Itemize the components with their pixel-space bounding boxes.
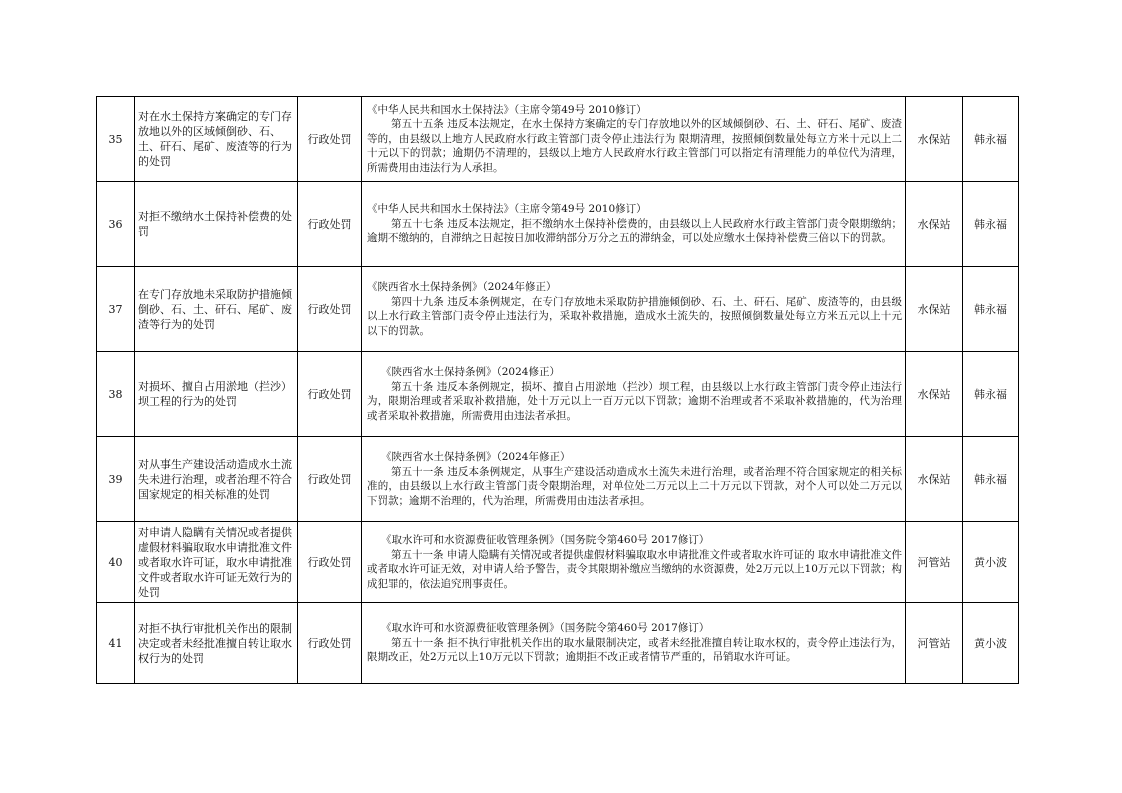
legal-basis [362, 97, 906, 182]
responsible-person: 韩永福 [963, 352, 1019, 437]
table-row [97, 97, 1019, 182]
responsible-person: 黄小波 [963, 522, 1019, 603]
law-title: 《取水许可和水资源费征收管理条例》（国务院令第460号 2017修订） [381, 534, 710, 546]
table-row [97, 182, 1019, 267]
penalty-type: 行政处罚 [298, 182, 362, 267]
penalty-item-name: 对在水土保持方案确定的专门存放地以外的区域倾倒砂、石、土、矸石、尾矿、废渣等的行为的处罚 [135, 97, 298, 182]
penalty-type: 行政处罚 [298, 97, 362, 182]
table-row [97, 352, 1019, 437]
penalty-type: 行政处罚 [298, 267, 362, 352]
law-clause: 第五十五条 违反本法规定，在水土保持方案确定的专门存放地以外的区域倾倒砂、石、土、矸石、尾矿、废渣等的，由县级以上地方人民政府水行政主管部门责令停止违法行为 限期清理，按照倾倒数量处每立方米十元以上二十元以下的罚款；逾期仍不清理的，县级以上地方人民政府水行政主管部门可以指定有清理能力的单位代为清理，所需费用由违法行为人承担。 [367, 118, 902, 174]
law-clause: 第五十一条 申请人隐瞒有关情况或者提供虚假材料骗取取水申请批准文件或者取水许可证的 取水申请批准文件或者取水许可证无效，对申请人给予警告，责令其限期补缴应当缴纳的水资源费，处2万元以上10万元以下罚款；构成犯罪的，依法追究刑事责任。 [367, 548, 902, 590]
table-row [97, 603, 1019, 684]
row-number: 39 [97, 437, 135, 522]
legal-basis [362, 603, 906, 684]
responsible-person: 韩永福 [963, 97, 1019, 182]
row-number: 41 [97, 603, 135, 684]
responsible-person: 黄小波 [963, 603, 1019, 684]
responsible-station: 河管站 [906, 603, 963, 684]
legal-basis [362, 267, 906, 352]
row-number: 37 [97, 267, 135, 352]
law-clause: 第五十七条 违反本法规定，拒不缴纳水土保持补偿费的，由县级以上人民政府水行政主管部门责令限期缴纳；逾期不缴纳的，自滞纳之日起按日加收滞纳部分万分之五的滞纳金，可以处应缴水土保持补偿费三倍以下的罚款。 [367, 217, 902, 245]
responsible-person: 韩永福 [963, 182, 1019, 267]
law-title: 《陕西省水土保持条例》（2024年修正） [367, 281, 557, 293]
responsible-station: 水保站 [906, 267, 963, 352]
penalty-item-name: 在专门存放地未采取防护措施倾倒砂、石、土、矸石、尾矿、废渣等行为的处罚 [135, 267, 298, 352]
responsible-person: 韩永福 [963, 437, 1019, 522]
responsible-station: 水保站 [906, 437, 963, 522]
row-number: 38 [97, 352, 135, 437]
responsible-station: 河管站 [906, 522, 963, 603]
penalty-item-name: 对损坏、擅自占用淤地（拦沙）坝工程的行为的处罚 [135, 352, 298, 437]
responsible-station: 水保站 [906, 97, 963, 182]
legal-basis [362, 352, 906, 437]
penalty-item-name: 对申请人隐瞒有关情况或者提供虚假材料骗取取水申请批准文件或者取水许可证，取水申请批准文件或者取水许可证无效行为的处罚 [135, 522, 298, 603]
law-clause: 第五十一条 违反本条例规定，从事生产建设活动造成水土流失未进行治理，或者治理不符合国家规定的相关标准的，由县级以上水行政主管部门责令限期治理，对单位处二万元以上二十万元以下罚款，对个人可以处二万元以下罚款；逾期不治理的，代为治理，所需费用由违法者承担。 [367, 465, 902, 507]
penalty-item-name: 对拒不缴纳水土保持补偿费的处罚 [135, 182, 298, 267]
penalty-type: 行政处罚 [298, 603, 362, 684]
penalty-item-name: 对从事生产建设活动造成水土流失未进行治理，或者治理不符合国家规定的相关标准的处罚 [135, 437, 298, 522]
law-title: 《取水许可和水资源费征收管理条例》（国务院令第460号 2017修订） [381, 622, 710, 635]
penalty-items-table [96, 96, 1019, 684]
law-title: 《中华人民共和国水土保持法》（主席令第49号 2010修订） [367, 103, 647, 116]
law-clause: 第五十条 违反本条例规定，损坏、擅自占用淤地（拦沙）坝工程，由县级以上水行政主管部门责令停止违法行为，限期治理或者采取补救措施，处十万元以上一百万元以下罚款；逾期不治理或者不采取补救措施的，代为治理或者采取补救措施，所需费用由违法者承担。 [367, 380, 902, 422]
row-number: 40 [97, 522, 135, 603]
responsible-station: 水保站 [906, 182, 963, 267]
responsible-person: 韩永福 [963, 267, 1019, 352]
law-title: 《陕西省水土保持条例》（2024年修正） [381, 451, 571, 463]
legal-basis [362, 522, 906, 603]
legal-basis [362, 182, 906, 267]
table-row [97, 522, 1019, 603]
law-title: 《中华人民共和国水土保持法》（主席令第49号 2010修订） [367, 203, 647, 216]
legal-basis [362, 437, 906, 522]
penalty-item-name: 对拒不执行审批机关作出的限制决定或者未经批准擅自转让取水权行为的处罚 [135, 603, 298, 684]
penalty-type: 行政处罚 [298, 437, 362, 522]
penalty-type: 行政处罚 [298, 522, 362, 603]
table-row [97, 267, 1019, 352]
penalty-type: 行政处罚 [298, 352, 362, 437]
table-row [97, 437, 1019, 522]
law-title: 《陕西省水土保持条例》（2024修正） [381, 366, 560, 378]
law-clause: 第四十九条 违反本条例规定，在专门存放地未采取防护措施倾倒砂、石、土、矸石、尾矿、废渣等的，由县级以上水行政主管部门责令停止违法行为，采取补救措施，造成水土流失的，按照倾倒数量处每立方米五元以上十元以下的罚款。 [367, 295, 902, 337]
row-number: 35 [97, 97, 135, 182]
row-number: 36 [97, 182, 135, 267]
law-clause: 第五十一条 拒不执行审批机关作出的取水量限制决定，或者未经批准擅自转让取水权的，责令停止违法行为，限期改正，处2万元以上10万元以下罚款；逾期拒不改正或者情节严重的，吊销取水许可证。 [367, 636, 902, 664]
responsible-station: 水保站 [906, 352, 963, 437]
